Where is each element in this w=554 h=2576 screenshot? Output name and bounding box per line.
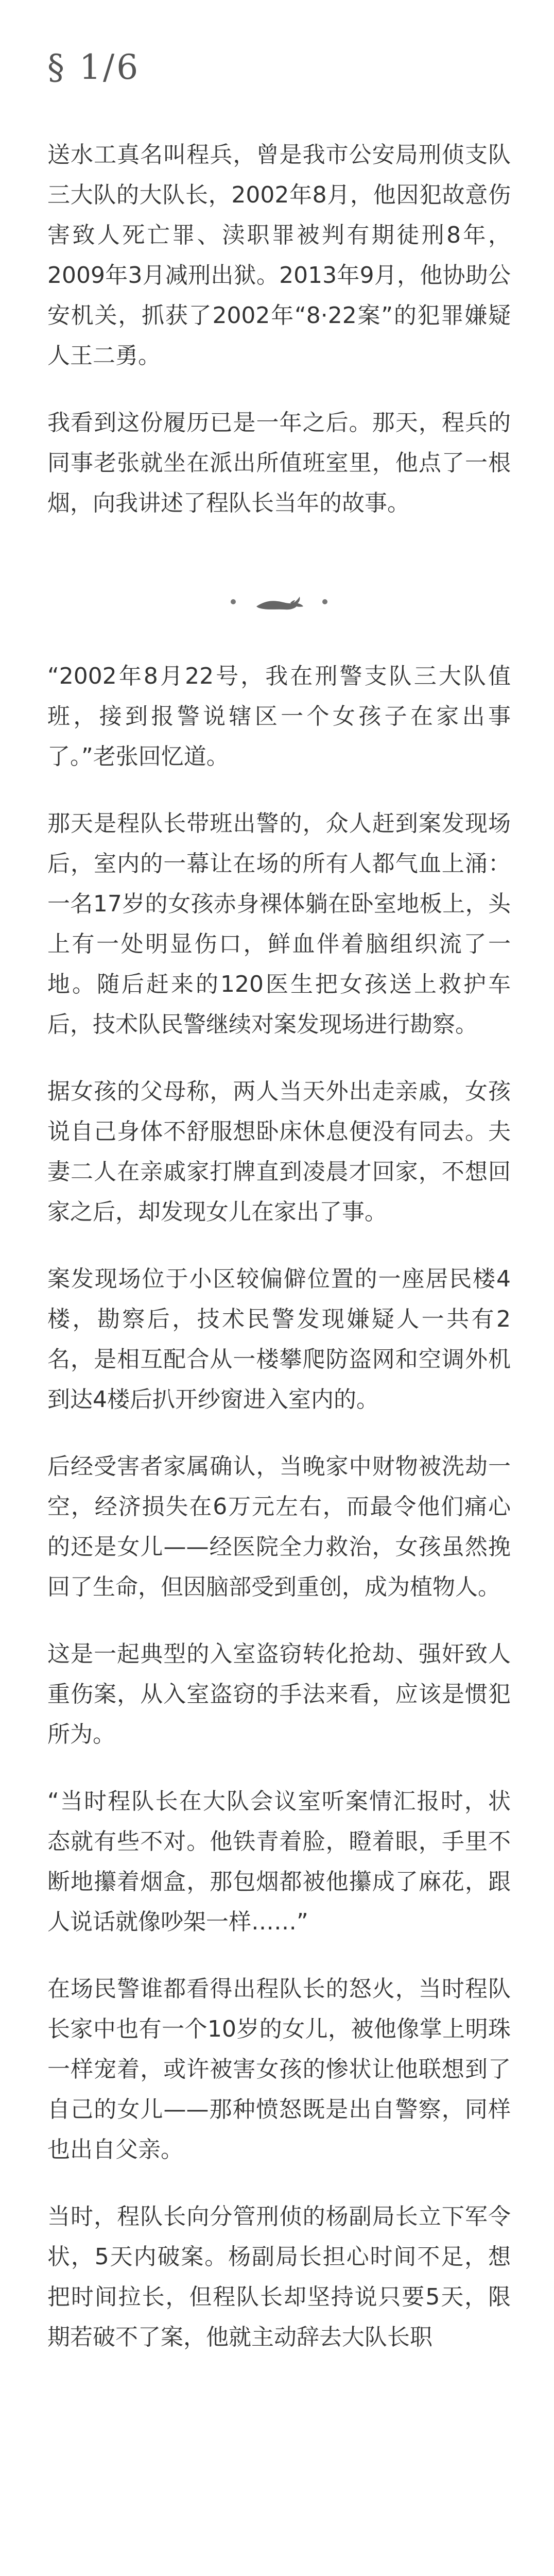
paragraph-main-5: 后经受害者家属确认，当晚家中财物被洗劫一空，经济损失在6万元左右，而最令他们痛心的还是女儿——经医院全力救治，女孩虽然挽回了生命，但因脑部受到重创，成为植物人。 — [47, 1453, 511, 1600]
paragraph-intro-1: 送水工真名叫程兵，曾是我市公安局刑侦支队三大队的大队长，2002年8月，他因犯故意伤害致人死亡罪、渎职罪被判有期徒刑8年，2009年3月减刑出狱。2013年9月，他协助公安机关，抓获了2002年“8·22案”的犯罪嫌疑人王二勇。 — [47, 142, 511, 369]
paragraph-main-9: 当时，程队长向分管刑侦的杨副局长立下军令状，5天内破案。杨副局长担心时间不足，想把时间拉长，但程队长却坚持说只要5天，限期若破不了案，他就主动辞去大队长职 — [47, 2204, 511, 2350]
paragraph-main-3: 据女孩的父母称，两人当天外出走亲戚，女孩说自己身体不舒服想卧床休息便没有同去。夫妻二人在亲戚家打牌直到凌晨才回家，不想回家之后，却发现女儿在家出了事。 — [47, 1078, 511, 1225]
paragraph-main-8: 在场民警谁都看得出程队长的怒火，当时程队长家中也有一个10岁的女儿，被他像掌上明珠一样宠着，或许被害女孩的惨状让他联想到了自己的女儿——那种愤怒既是出自警察，同样也出自父亲。 — [47, 1976, 511, 2163]
paragraph-main-6: 这是一起典型的入室盗窃转化抢劫、强奸致人重伤案，从入室盗窃的手法来看，应该是惯犯所为。 — [47, 1641, 511, 1748]
section-number: § 1/6 — [47, 47, 141, 87]
divider-dot-right — [322, 599, 327, 604]
paragraph-intro-2: 我看到这份履历已是一年之后。那天，程兵的同事老张就坐在派出所值班室里，他点了一根烟，向我讲述了程队长当年的故事。 — [47, 410, 511, 516]
whale-icon — [254, 591, 304, 613]
paragraph-main-4: 案发现场位于小区较偏僻位置的一座居民楼4楼，勘察后，技术民警发现嫌疑人一共有2名，是相互配合从一楼攀爬防盗网和空调外机到达4楼后扒开纱窗进入室内的。 — [47, 1266, 511, 1413]
divider-dot-left — [231, 599, 236, 604]
paragraph-main-1: “2002年8月22号，我在刑警支队三大队值班，接到报警说辖区一个女孩子在家出事了。”老张回忆道。 — [47, 663, 511, 770]
paragraph-main-2: 那天是程队长带班出警的，众人赶到案发现场后，室内的一幕让在场的所有人都气血上涌：一名17岁的女孩赤身裸体躺在卧室地板上，头上有一处明显伤口，鲜血伴着脑组织流了一地。随后赶来的120医生把女孩送上救护车后，技术队民警继续对案发现场进行勘察。 — [47, 810, 511, 1038]
paragraph-main-7: “当时程队长在大队会议室听案情汇报时，状态就有些不对。他铁青着脸，瞪着眼，手里不断地攥着烟盒，那包烟都被他攥成了麻花，跟人说话就像吵架一样……” — [47, 1788, 511, 1935]
article-body — [47, 135, 511, 2384]
section-divider — [47, 571, 511, 633]
